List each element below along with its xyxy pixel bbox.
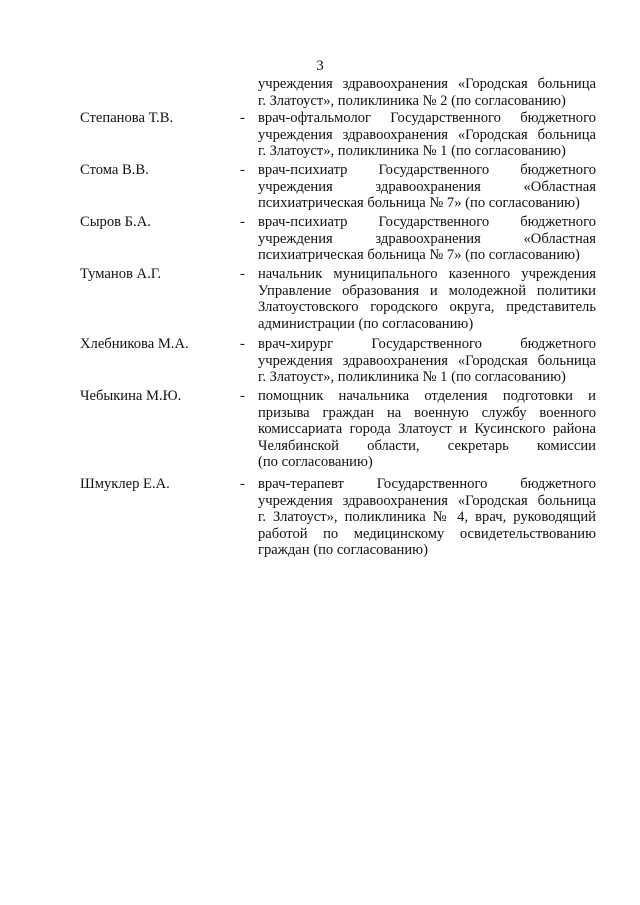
position-line: Управление образования и молодежной политики — [258, 282, 596, 299]
position-line: врач-терапевт Государственного бюджетного — [258, 476, 596, 492]
position-line: Челябинской области, секретарь комиссии — [258, 437, 596, 454]
position-line: врач-психиатр Государственного бюджетного — [258, 214, 596, 230]
member-position — [258, 110, 596, 160]
member-name: Туманов А.Г. — [80, 266, 162, 282]
member-position — [258, 476, 596, 559]
continuation-line: г. Златоуст», поликлиника № 2 (по согласованию) — [258, 92, 566, 109]
position-line: помощник начальника отделения подготовки и — [258, 388, 596, 404]
position-line: врач-офтальмолог Государственного бюджетного — [258, 110, 596, 126]
continuation-line: учреждения здравоохранения «Городская больница — [258, 76, 596, 92]
position-line: учреждения здравоохранения «Областная — [258, 230, 596, 247]
position-line: призыва граждан на военную службу военного — [258, 404, 596, 421]
member-dash: - — [240, 162, 245, 178]
continuation-text — [258, 76, 596, 109]
member-dash: - — [240, 476, 245, 492]
position-line: учреждения здравоохранения «Городская больница — [258, 492, 596, 509]
position-line: г. Златоуст», поликлиника № 4, врач, руководящий — [258, 509, 596, 526]
member-name: Чебыкина М.Ю. — [80, 388, 182, 404]
position-line: работой по медицинскому освидетельствованию — [258, 525, 596, 542]
position-line: учреждения здравоохранения «Городская больница — [258, 126, 596, 143]
member-dash: - — [240, 388, 245, 404]
position-line: психиатрическая больница № 7» (по согласованию) — [258, 195, 580, 212]
member-position — [258, 162, 596, 212]
position-line: врач-психиатр Государственного бюджетного — [258, 162, 596, 178]
position-line: (по согласованию) — [258, 454, 373, 471]
member-name: Хлебникова М.А. — [80, 336, 189, 352]
member-position — [258, 336, 596, 386]
member-name: Степанова Т.В. — [80, 110, 174, 126]
position-line: г. Златоуст», поликлиника № 1 (по согласованию) — [258, 143, 566, 160]
member-dash: - — [240, 110, 245, 126]
position-line: врач-хирург Государственного бюджетного — [258, 336, 596, 352]
position-line: начальник муниципального казенного учреждения — [258, 266, 596, 282]
member-dash: - — [240, 266, 245, 282]
position-line: граждан (по согласованию) — [258, 542, 428, 559]
member-name: Стома В.В. — [80, 162, 149, 178]
member-dash: - — [240, 214, 245, 230]
member-position — [258, 266, 596, 332]
position-line: администрации (по согласованию) — [258, 315, 474, 332]
member-name: Шмуклер Е.А. — [80, 476, 170, 492]
page-number: 3 — [316, 58, 324, 74]
member-name: Сыров Б.А. — [80, 214, 151, 230]
position-line: психиатрическая больница № 7» (по согласованию) — [258, 247, 580, 264]
position-line: комиссариата города Златоуст и Кусинского района — [258, 421, 596, 438]
position-line: Златоустовского городского округа, представитель — [258, 299, 596, 316]
member-position — [258, 388, 596, 471]
member-dash: - — [240, 336, 245, 352]
position-line: учреждения здравоохранения «Областная — [258, 178, 596, 195]
member-position — [258, 214, 596, 264]
position-line: г. Златоуст», поликлиника № 1 (по согласованию) — [258, 369, 566, 386]
position-line: учреждения здравоохранения «Городская больница — [258, 352, 596, 369]
